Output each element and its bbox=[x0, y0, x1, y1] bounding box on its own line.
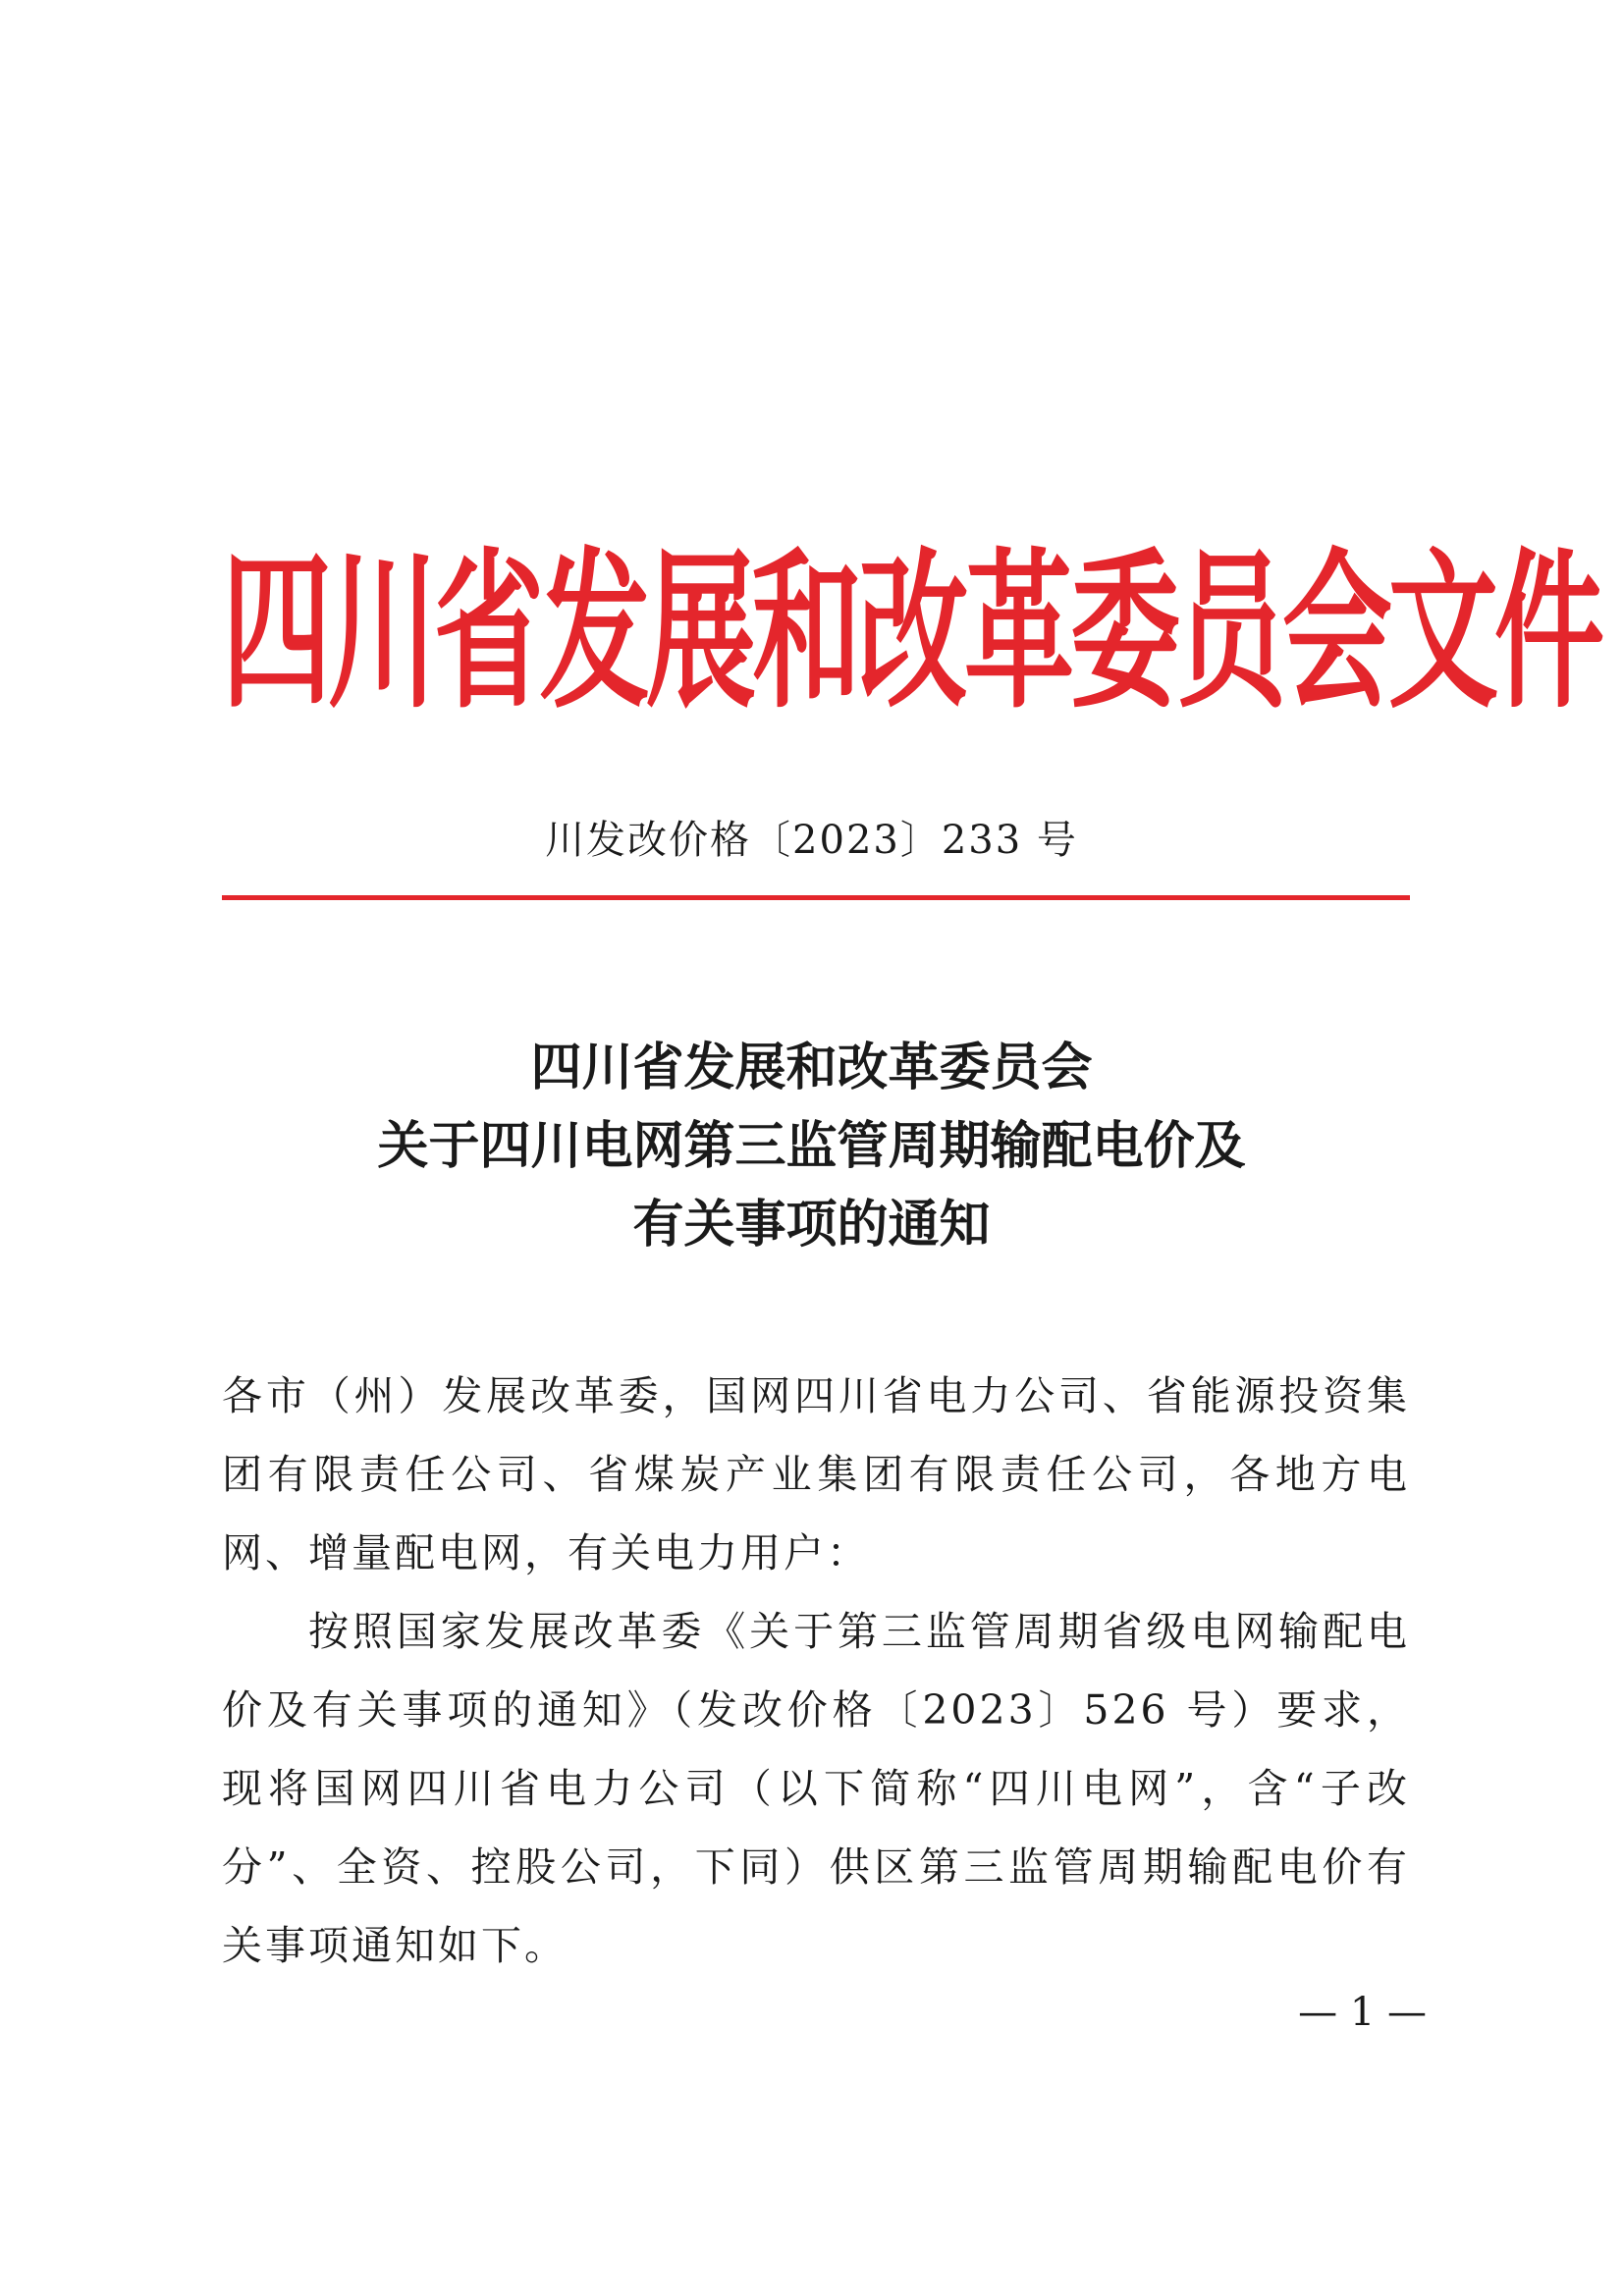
red-divider-line bbox=[222, 895, 1410, 900]
document-title bbox=[0, 1029, 1623, 1264]
title-line-1: 四川省发展和改革委员会 bbox=[530, 1039, 1093, 1097]
title-line-2: 关于四川电网第三监管周期输配电价及 bbox=[377, 1117, 1246, 1176]
document-body bbox=[222, 1357, 1410, 1985]
page-number: — 1 — bbox=[1298, 1990, 1427, 2035]
title-line-3: 有关事项的通知 bbox=[632, 1196, 991, 1255]
body-paragraph-1: 按照国家发展改革委《关于第三监管周期省级电网输配电价及有关事项的通知》（发改价格〔2023〕526 号）要求，现将国网四川省电力公司（以下简称“四川电网”，含“子改分”、全资、控股公司，下同）供区第三监管周期输配电价有关事项通知如下。 bbox=[222, 1608, 1410, 1969]
red-masthead: 四川省发展和改革委员会文件 bbox=[222, 534, 1600, 732]
salutation: 各市（州）发展改革委，国网四川省电力公司、省能源投资集团有限责任公司、省煤炭产业集团有限责任公司，各地方电网、增量配电网，有关电力用户： bbox=[222, 1372, 1410, 1576]
document-number: 川发改价格〔2023〕233 号 bbox=[545, 818, 1078, 863]
